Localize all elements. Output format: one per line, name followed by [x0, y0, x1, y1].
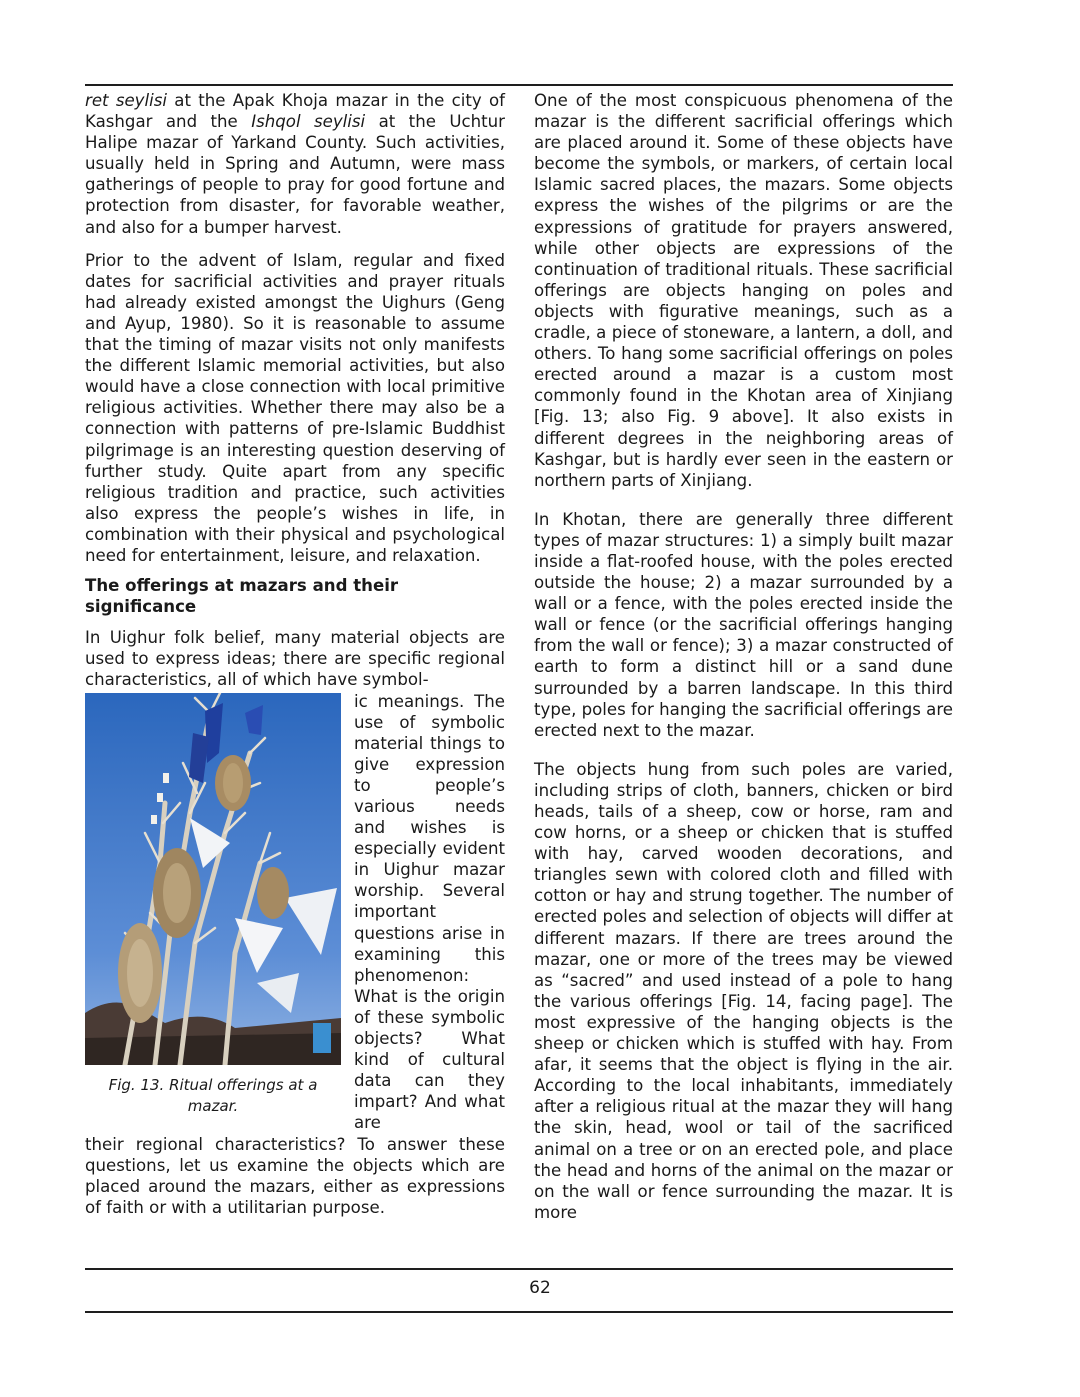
footer-rule-lower: [85, 1311, 953, 1313]
left-paragraph-3-wrap: ic meanings. The use of symbolic material things to give expression to people’s various needs and wishes is especially evident in Uighur mazar worship. Several important questions arise in examining this phenomenon: What is the origin of these symbolic objects? What kind of cultural data can they impart? And what are: [354, 691, 505, 1133]
left-paragraph-1: ret seylisi at the Apak Khoja mazar in the city of Kashgar and the Ishqol seylisi at the Uchtur Halipe mazar of Yarkand County. Such activities, usually held in Spring and Autumn, were mass gatherings of people to pray for good fortune and protection from disaster, for favorable weather, and also for a bumper harvest.: [85, 91, 505, 237]
left-paragraph-3-end: their regional characteristics? To answer these questions, let us examine the objects which are placed around the mazars, either as expressions of faith or with a utilitarian purpose.: [85, 1134, 505, 1217]
term-2: Ishqol seylisi: [251, 112, 366, 132]
right-paragraph-1: One of the most conspicuous phenomena of the mazar is the different sacrificial offerings which are placed around it. Some of these objects have become the symbols, or markers, of certain local Islamic sacred places, the mazars. Some objects express the wishes of the pilgrims or are the expressions of gratitude for prayers answered, while other objects are expressions of the continuation of traditional rituals. These sacrificial offerings are objects hanging on poles and objects with figurative meanings, such as a cradle, a piece of stoneware, a lantern, a doll, and others. To hang some sacrificial offerings on poles erected around a mazar is a custom most commonly found in the Khotan area of Xinjiang [Fig. 13; also Fig. 9 above]. It also exists in different degrees in the neighboring areas of Kashgar, but is hardly ever seen in the eastern or northern parts of Xinjiang.: [534, 91, 953, 490]
figure-13: [85, 693, 350, 1117]
term-1: ret seylisi: [85, 91, 167, 110]
footer-rule-upper: [85, 1268, 953, 1270]
right-paragraph-2: In Khotan, there are generally three different types of mazar structures: 1) a simply built mazar inside a flat-roofed house, with the poles erected outside the house; 2) a mazar surrounded by a wall or a fence, with the poles erected inside the wall or fence (or the sacrificial offerings hanging from the wall or fence); 3) a mazar constructed of earth to form a distinct hill or a sand dune surrounded by a barren landscape. In this third type, poles for hanging the sacrificial offerings are erected next to the mazar.: [534, 509, 953, 740]
left-column: [85, 90, 505, 1218]
left-paragraph-2: Prior to the advent of Islam, regular and fixed dates for sacrificial activities and prayer rituals had already existed amongst the Uighurs (Geng and Ayup, 1980). So it is reasonable to assume that the timing of mazar visits not only manifests the different Islamic memorial activities, but also would have a close connection with local primitive religious activities. Whether there may also be a connection with patterns of pre-Islamic Buddhist pilgrimage is an interesting question deserving of further study. Quite apart from any specific religious tradition and practice, such activities also express the people’s wishes in life, in combination with their physical and psychological need for entertainment, leisure, and relaxation.: [85, 250, 505, 565]
figure-caption: Fig. 13. Ritual offerings at a mazar.: [108, 1075, 318, 1115]
section-heading: The offerings at mazars and their significance: [85, 576, 399, 617]
page-number: 62: [529, 1278, 551, 1298]
ritual-offerings-photo: [85, 693, 341, 1065]
left-paragraph-3-intro: In Uighur folk belief, many material objects are used to express ideas; there are specific regional characteristics, all of which have symbol-: [85, 628, 505, 690]
right-column: [534, 90, 953, 1223]
right-paragraph-3: The objects hung from such poles are varied, including strips of cloth, banners, chicken or bird heads, tails of a sheep, cow or horse, ram and cow horns, or a sheep or chicken that is stuffed with hay, carved wooden decorations, and triangles sewn with colored cloth and filled with cotton or hay and strung together. The number of erected poles and selection of objects will differ at different mazars. If there are trees around the mazar, one or more of the trees may be viewed as “sacred” and used instead of a pole to hang the various offerings [Fig. 14, facing page]. The most expressive of the hanging objects is the sheep or chicken which is stuffed with hay. From afar, it seems that the object is flying in the air. According to the local inhabitants, immediately after a religious ritual at the mazar they will hang the skin, head, wool or tail of the sacrificed animal on a tree or on an erected pole, and place the head and horns of the animal on the mazar or on the wall or fence surrounding the mazar. It is more: [534, 759, 953, 1222]
top-rule: [85, 84, 953, 86]
